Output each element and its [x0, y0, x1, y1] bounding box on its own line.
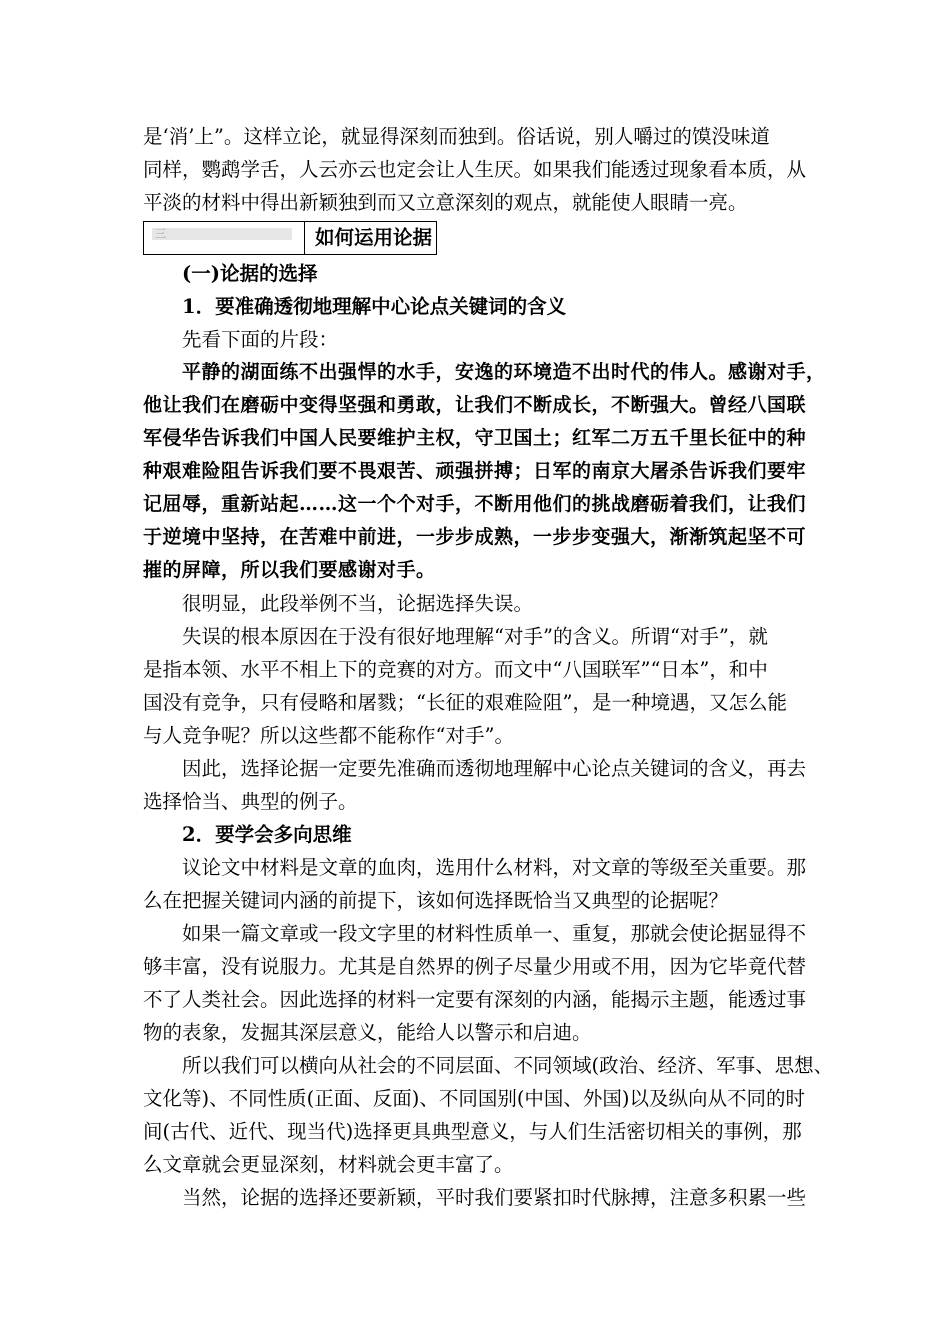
heading-label-cell	[144, 222, 305, 254]
text-line: 选择恰当、典型的例子。	[143, 790, 358, 813]
text-line: 与人竞争呢？所以这些都不能称作“对手”。	[143, 724, 514, 747]
lead-text: 先看下面的片段：	[182, 328, 339, 351]
paragraph	[143, 752, 815, 818]
text-line: 因此，选择论据一定要先准确而透彻地理解中心论点关键词的含义，再去	[182, 757, 807, 780]
paragraph	[143, 620, 815, 752]
text-line: 么文章就会更显深刻，材料就会更丰富了。	[143, 1153, 514, 1176]
paragraph	[143, 1181, 815, 1214]
text-line: 文化等)、不同性质(正面、反面)、不同国别(中国、外国)以及纵向从不同的时	[143, 1087, 806, 1110]
text-line: 国没有竞争，只有侵略和屠戮；“长征的艰难险阻”，是一种境遇，又怎么能	[143, 691, 787, 714]
subsection-title: 1．要准确透彻地理解中心论点关键词的含义	[182, 295, 567, 318]
section-number-icon: 三	[155, 227, 166, 240]
quoted-passage	[143, 356, 826, 587]
text-line: 平淡的材料中得出新颖独到而又立意深刻的观点，就能使人眼睛一亮。	[143, 191, 748, 214]
text-line: 很明显，此段举例不当，论据选择失误。	[182, 592, 534, 615]
quote-line: 摧的屏障，所以我们要感谢对手。	[143, 559, 436, 581]
text-line: 么在把握关键词内涵的前提下，该如何选择既恰当又典型的论据呢？	[143, 889, 729, 912]
quote-line: 于逆境中坚持，在苦难中前进，一步步成熟，一步步变强大，渐渐筑起坚不可	[143, 526, 807, 548]
text-line: 是‘消’上”。这样立论，就显得深刻而独到。俗话说，别人嚼过的馍没味道	[143, 125, 770, 148]
text-line: 同样，鹦鹉学舌，人云亦云也定会让人生厌。如果我们能透过现象看本质，从	[143, 158, 807, 181]
text-line: 当然，论据的选择还要新颖，平时我们要紧扣时代脉搏，注意多积累一些	[182, 1186, 807, 1209]
intro-paragraph	[143, 120, 815, 219]
text-line: 议论文中材料是文章的血肉，选用什么材料，对文章的等级至关重要。那	[182, 856, 807, 879]
section-heading-title: 如何运用论据	[315, 226, 433, 249]
quote-line: 记屈辱，重新站起……这一个个对手，不断用他们的挑战磨砺着我们，让我们	[143, 493, 807, 515]
text-line: 间(古代、近代、现当代)选择更具典型意义，与人们生活密切相关的事例，那	[143, 1120, 802, 1143]
paragraph	[143, 587, 815, 620]
document-page	[143, 120, 834, 1214]
quote-line: 平静的湖面练不出强悍的水手，安逸的环境造不出时代的伟人。感谢对手，	[182, 361, 826, 383]
section-title: (一)论据的选择	[182, 262, 318, 285]
quote-line: 种艰难险阻告诉我们要不畏艰苦、顽强拼搏；日军的南京大屠杀告诉我们要牢	[143, 460, 807, 482]
text-line: 所以我们可以横向从社会的不同层面、不同领域(政治、经济、军事、思想、	[182, 1054, 834, 1077]
text-line: 物的表象，发掘其深层意义，能给人以警示和启迪。	[143, 1021, 592, 1044]
paragraph	[143, 917, 815, 1049]
text-line: 不了人类社会。因此选择的材料一定要有深刻的内涵，能揭示主题，能透过事	[143, 988, 807, 1011]
quote-line: 军侵华告诉我们中国人民要维护主权，守卫国土；红军二万五千里长征中的种	[143, 427, 807, 449]
section-heading-box	[143, 221, 437, 255]
subsection-title: 2．要学会多向思维	[182, 823, 352, 846]
heading-label-bar	[152, 228, 292, 240]
quote-line: 他让我们在磨砺中变得坚强和勇敢，让我们不断成长，不断强大。曾经八国联	[143, 394, 807, 416]
text-line: 是指本领、水平不相上下的竞赛的对方。而文中“八国联军”“日本”，和中	[143, 658, 768, 681]
paragraph	[143, 1049, 834, 1181]
paragraph	[143, 851, 815, 917]
text-line: 如果一篇文章或一段文字里的材料性质单一、重复，那就会使论据显得不	[182, 922, 807, 945]
text-line: 够丰富，没有说服力。尤其是自然界的例子尽量少用或不用，因为它毕竟代替	[143, 955, 807, 978]
text-line: 失误的根本原因在于没有很好地理解“对手”的含义。所谓“对手”，就	[182, 625, 768, 648]
